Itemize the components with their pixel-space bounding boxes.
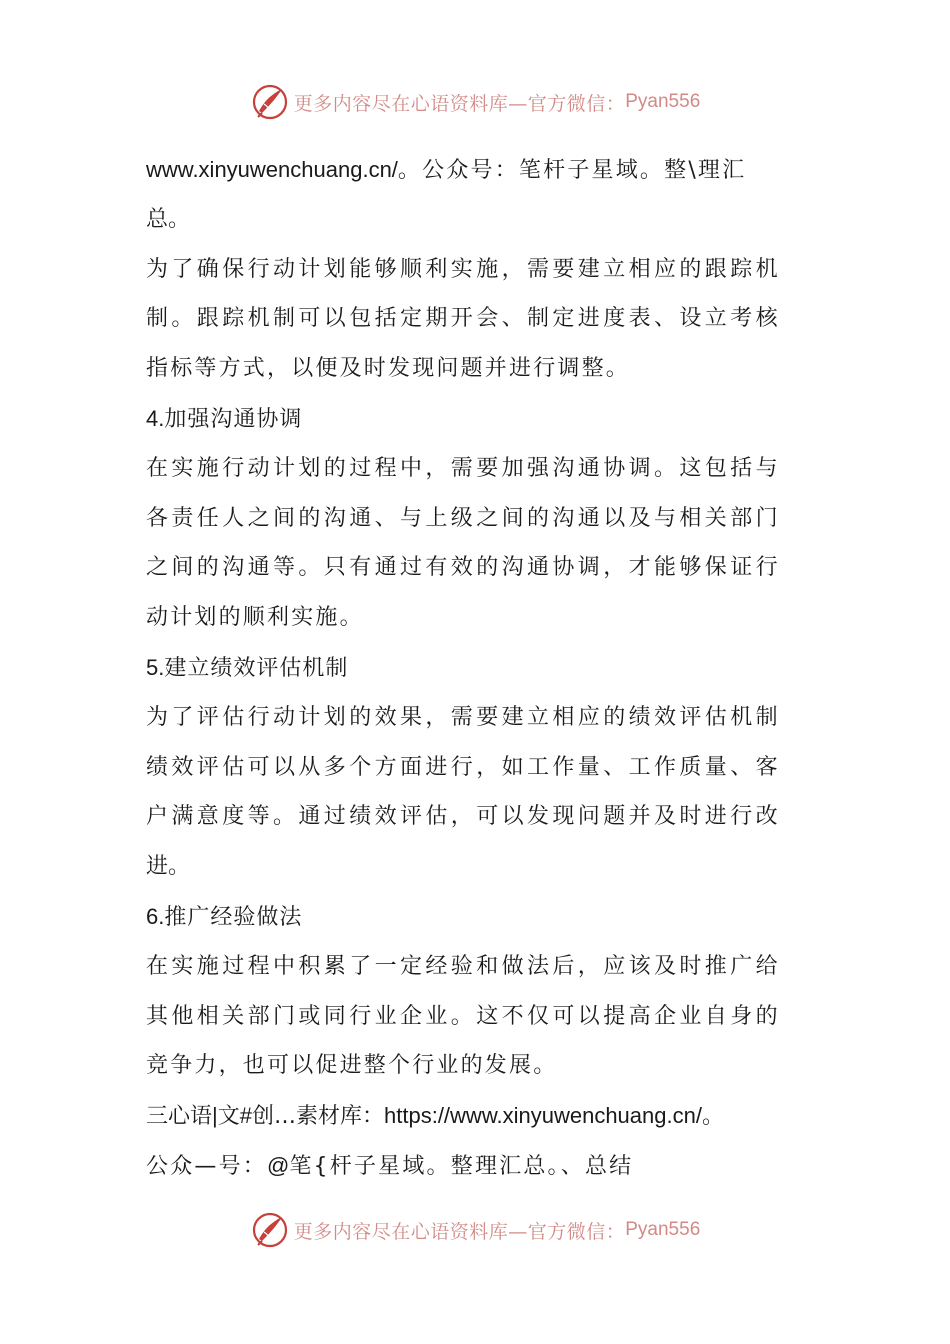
text-line: 为了评估行动计划的效果，需要建立相应的绩效评估机制 — [146, 704, 782, 730]
section-heading-6: 6.推广经验做法 — [146, 903, 303, 930]
banner-contact: Pyan556 — [625, 1219, 701, 1240]
pen-logo-icon — [250, 82, 290, 122]
text-line: 进。 — [146, 854, 191, 880]
text-line: 制。跟踪机制可以包括定期开会、制定进度表、设立考核 — [146, 306, 782, 332]
pen-logo-icon — [250, 1210, 290, 1250]
text-line: www.xinyuwenchuang.cn/。公众号：笔杆子星域。整\理汇 — [146, 157, 747, 183]
text-line: 其他相关部门或同行业企业。这不仅可以提高企业自身的 — [146, 1003, 782, 1029]
text-line: 为了确保行动计划能够顺利实施，需要建立相应的跟踪机 — [146, 256, 782, 282]
text-line: 竞争力，也可以促进整个行业的发展。 — [146, 1053, 558, 1079]
text-line: 绩效评估可以从多个方面进行，如工作量、工作质量、客 — [146, 754, 782, 780]
website-url: https://www.xinyuwenchuang.cn/ — [384, 1103, 702, 1129]
text-line: 在实施过程中积累了一定经验和做法后，应该及时推广给 — [146, 953, 782, 979]
website-url: www.xinyuwenchuang.cn/ — [146, 157, 398, 182]
text-line: 总。 — [146, 206, 191, 232]
text-line: 各责任人之间的沟通、与上级之间的沟通以及与相关部门 — [146, 505, 782, 531]
section-heading-5: 5.建立绩效评估机制 — [146, 654, 349, 681]
text-line: 在实施行动计划的过程中，需要加强沟通协调。这包括与 — [146, 455, 782, 481]
document-body — [146, 145, 808, 1191]
text-line: 公众—号：@笔{杆子星域。整理汇总。、总结 — [146, 1152, 634, 1179]
section-heading-4: 4.加强沟通协调 — [146, 405, 303, 432]
header-banner — [0, 80, 950, 124]
banner-text: 更多内容尽在心语资料库—官方微信： — [293, 1220, 626, 1243]
footer-banner — [0, 1208, 950, 1252]
text-line: 之间的沟通等。只有通过有效的沟通协调，才能够保证行 — [146, 555, 782, 581]
text-line: 动计划的顺利实施。 — [146, 605, 364, 631]
text-line: 指标等方式，以便及时发现问题并进行调整。 — [146, 356, 631, 382]
banner-text: 更多内容尽在心语资料库—官方微信： — [293, 92, 626, 115]
text-line: 户满意度等。通过绩效评估，可以发现问题并及时进行改 — [146, 804, 782, 830]
text-line: 三心语|文#创…素材库：https://www.xinyuwenchuang.cn/。 — [146, 1103, 724, 1130]
banner-contact: Pyan556 — [625, 91, 701, 112]
